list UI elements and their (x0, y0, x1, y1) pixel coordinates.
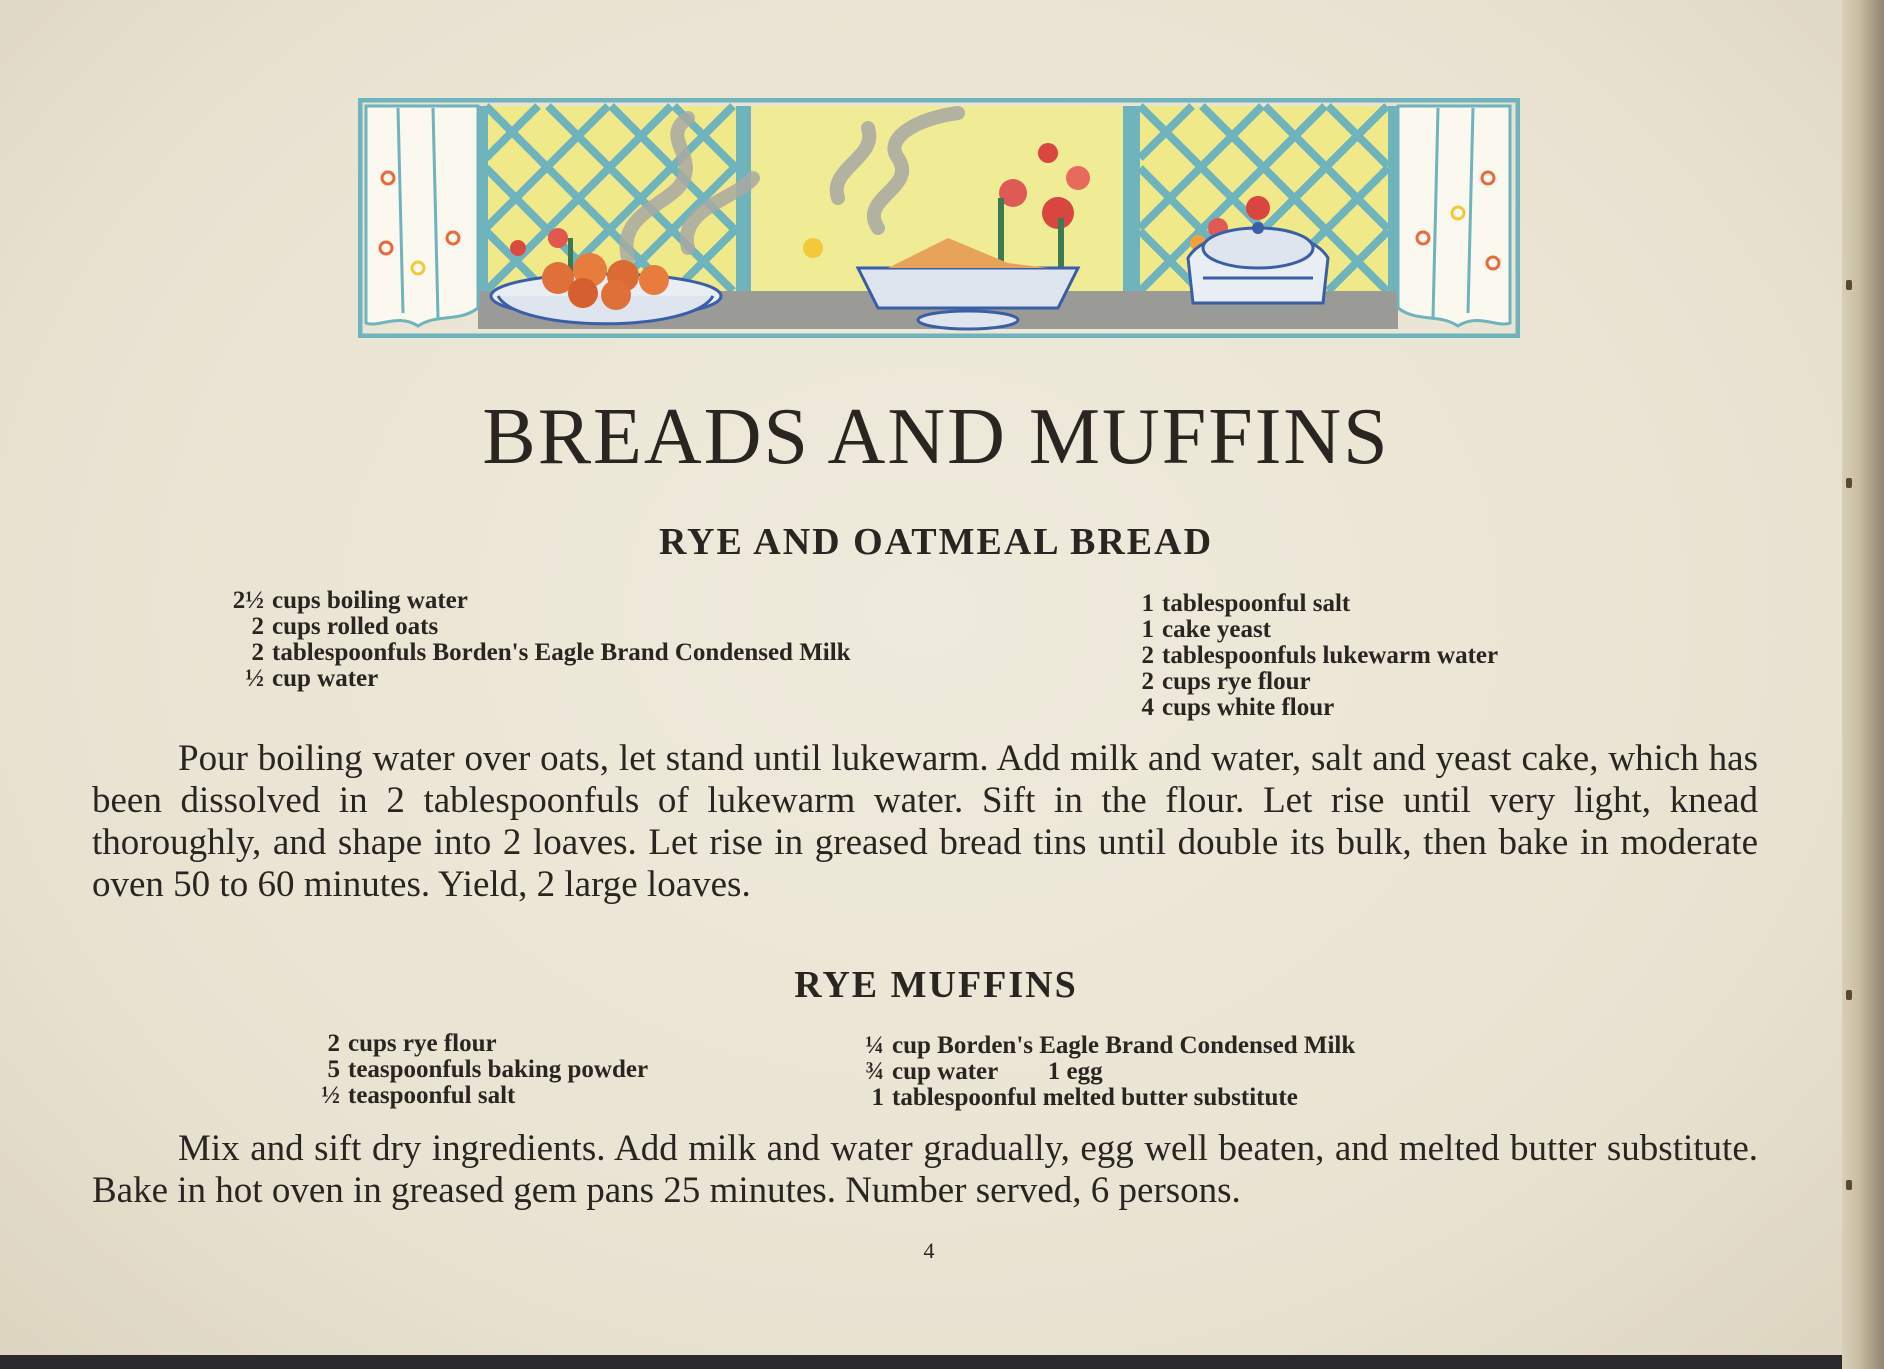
ingredients-left-rye-muffins (310, 1031, 648, 1109)
page-title: BREADS AND MUFFINS (482, 393, 1390, 481)
recipe-title-rye-oatmeal-bread: RYE AND OATMEAL BREAD (658, 521, 1214, 563)
ingredient-qty: 1 (871, 1084, 884, 1111)
ingredient (210, 640, 851, 666)
ingredient-text: cup Borden's Eagle Brand Condensed Milk (892, 1032, 1356, 1059)
ingredient (1130, 591, 1498, 617)
right-curtain (1398, 106, 1510, 326)
ingredient-qty: 2 (1141, 642, 1154, 669)
ingredient-text: cups rye flour (1162, 668, 1311, 695)
ingredient-text: teaspoonfuls baking powder (348, 1056, 649, 1083)
ingredient-qty: ½ (245, 665, 264, 692)
ingredient (1130, 643, 1498, 669)
book-spine (1842, 0, 1884, 1369)
ingredient (1130, 669, 1498, 695)
ingredient-text: tablespoonfuls lukewarm water (1162, 642, 1499, 669)
ingredient-text: tablespoonfuls Borden's Eagle Brand Condensed Milk (272, 639, 851, 666)
ingredient-qty: 2 (251, 613, 264, 640)
ingredient-qty: 2 (327, 1030, 340, 1057)
ingredient-qty: ¼ (865, 1032, 884, 1059)
ingredient (210, 614, 851, 640)
ingredient-text: teaspoonful salt (348, 1082, 516, 1109)
ingredient-text: cups boiling water (272, 587, 468, 614)
ingredient-text: cups white flour (1162, 694, 1335, 721)
ingredient-qty: 2 (251, 639, 264, 666)
ingredient-text: cups rye flour (348, 1030, 497, 1057)
ingredient-text: tablespoonful salt (1162, 590, 1351, 617)
ingredients-left-rye-oatmeal (210, 588, 851, 692)
ingredient-qty: 1 (1141, 590, 1154, 617)
ingredient (858, 1033, 1355, 1059)
ingredient-qty: 2 (1141, 668, 1154, 695)
ingredient (210, 666, 851, 692)
window-illustration (358, 98, 1520, 338)
ingredient-qty: 2½ (232, 587, 264, 614)
ingredient (1130, 695, 1498, 721)
recipe-method-rye-muffins: Mix and sift dry ingredients. Add milk and water gradually, egg well beaten, and melted butter substitute. Bake in hot oven in greased gem pans 25 minutes. Number served, 6 persons. (92, 1128, 1758, 1211)
recipe-method-rye-oatmeal-bread: Pour boiling water over oats, let stand until lukewarm. Add milk and water, salt and yeast cake, which has been dissolved in 2 tablespoonfuls of lukewarm water. Sift in the flour. Let rise until very light, knead thoroughly, and shape into 2 loaves. Let rise in greased bread tins until double its bulk, then bake in moderate oven 50 to 60 minutes. Yield, 2 large loaves. (92, 738, 1758, 905)
left-curtain (366, 106, 478, 326)
ingredient-text: cake yeast (1162, 616, 1271, 643)
ingredient-text: cup water 1 egg (892, 1058, 1103, 1085)
spine-mark (1846, 990, 1852, 1000)
ingredient-qty: ¾ (865, 1058, 884, 1085)
page-number: 4 (923, 1238, 935, 1263)
ingredient (310, 1057, 648, 1083)
ingredient (858, 1059, 1355, 1085)
ingredient-qty: 4 (1141, 694, 1154, 721)
spine-mark (1846, 1180, 1852, 1190)
spine-mark (1846, 478, 1852, 488)
ingredient-text: cups rolled oats (272, 613, 439, 640)
ingredient (858, 1085, 1355, 1111)
spine-mark (1846, 280, 1852, 290)
ingredient-qty: 5 (327, 1056, 340, 1083)
ingredient-text: tablespoonful melted butter substitute (892, 1084, 1298, 1111)
ingredient-qty: 1 (1141, 616, 1154, 643)
ingredient-qty: ½ (321, 1082, 340, 1109)
ingredients-right-rye-muffins (858, 1033, 1355, 1111)
ingredient (210, 588, 851, 614)
ingredient (310, 1083, 648, 1109)
recipe-title-rye-muffins: RYE MUFFINS (794, 964, 1078, 1006)
ingredient (1130, 617, 1498, 643)
ingredient-text: cup water (272, 665, 379, 692)
ingredients-right-rye-oatmeal (1130, 591, 1498, 721)
ingredient (310, 1031, 648, 1057)
